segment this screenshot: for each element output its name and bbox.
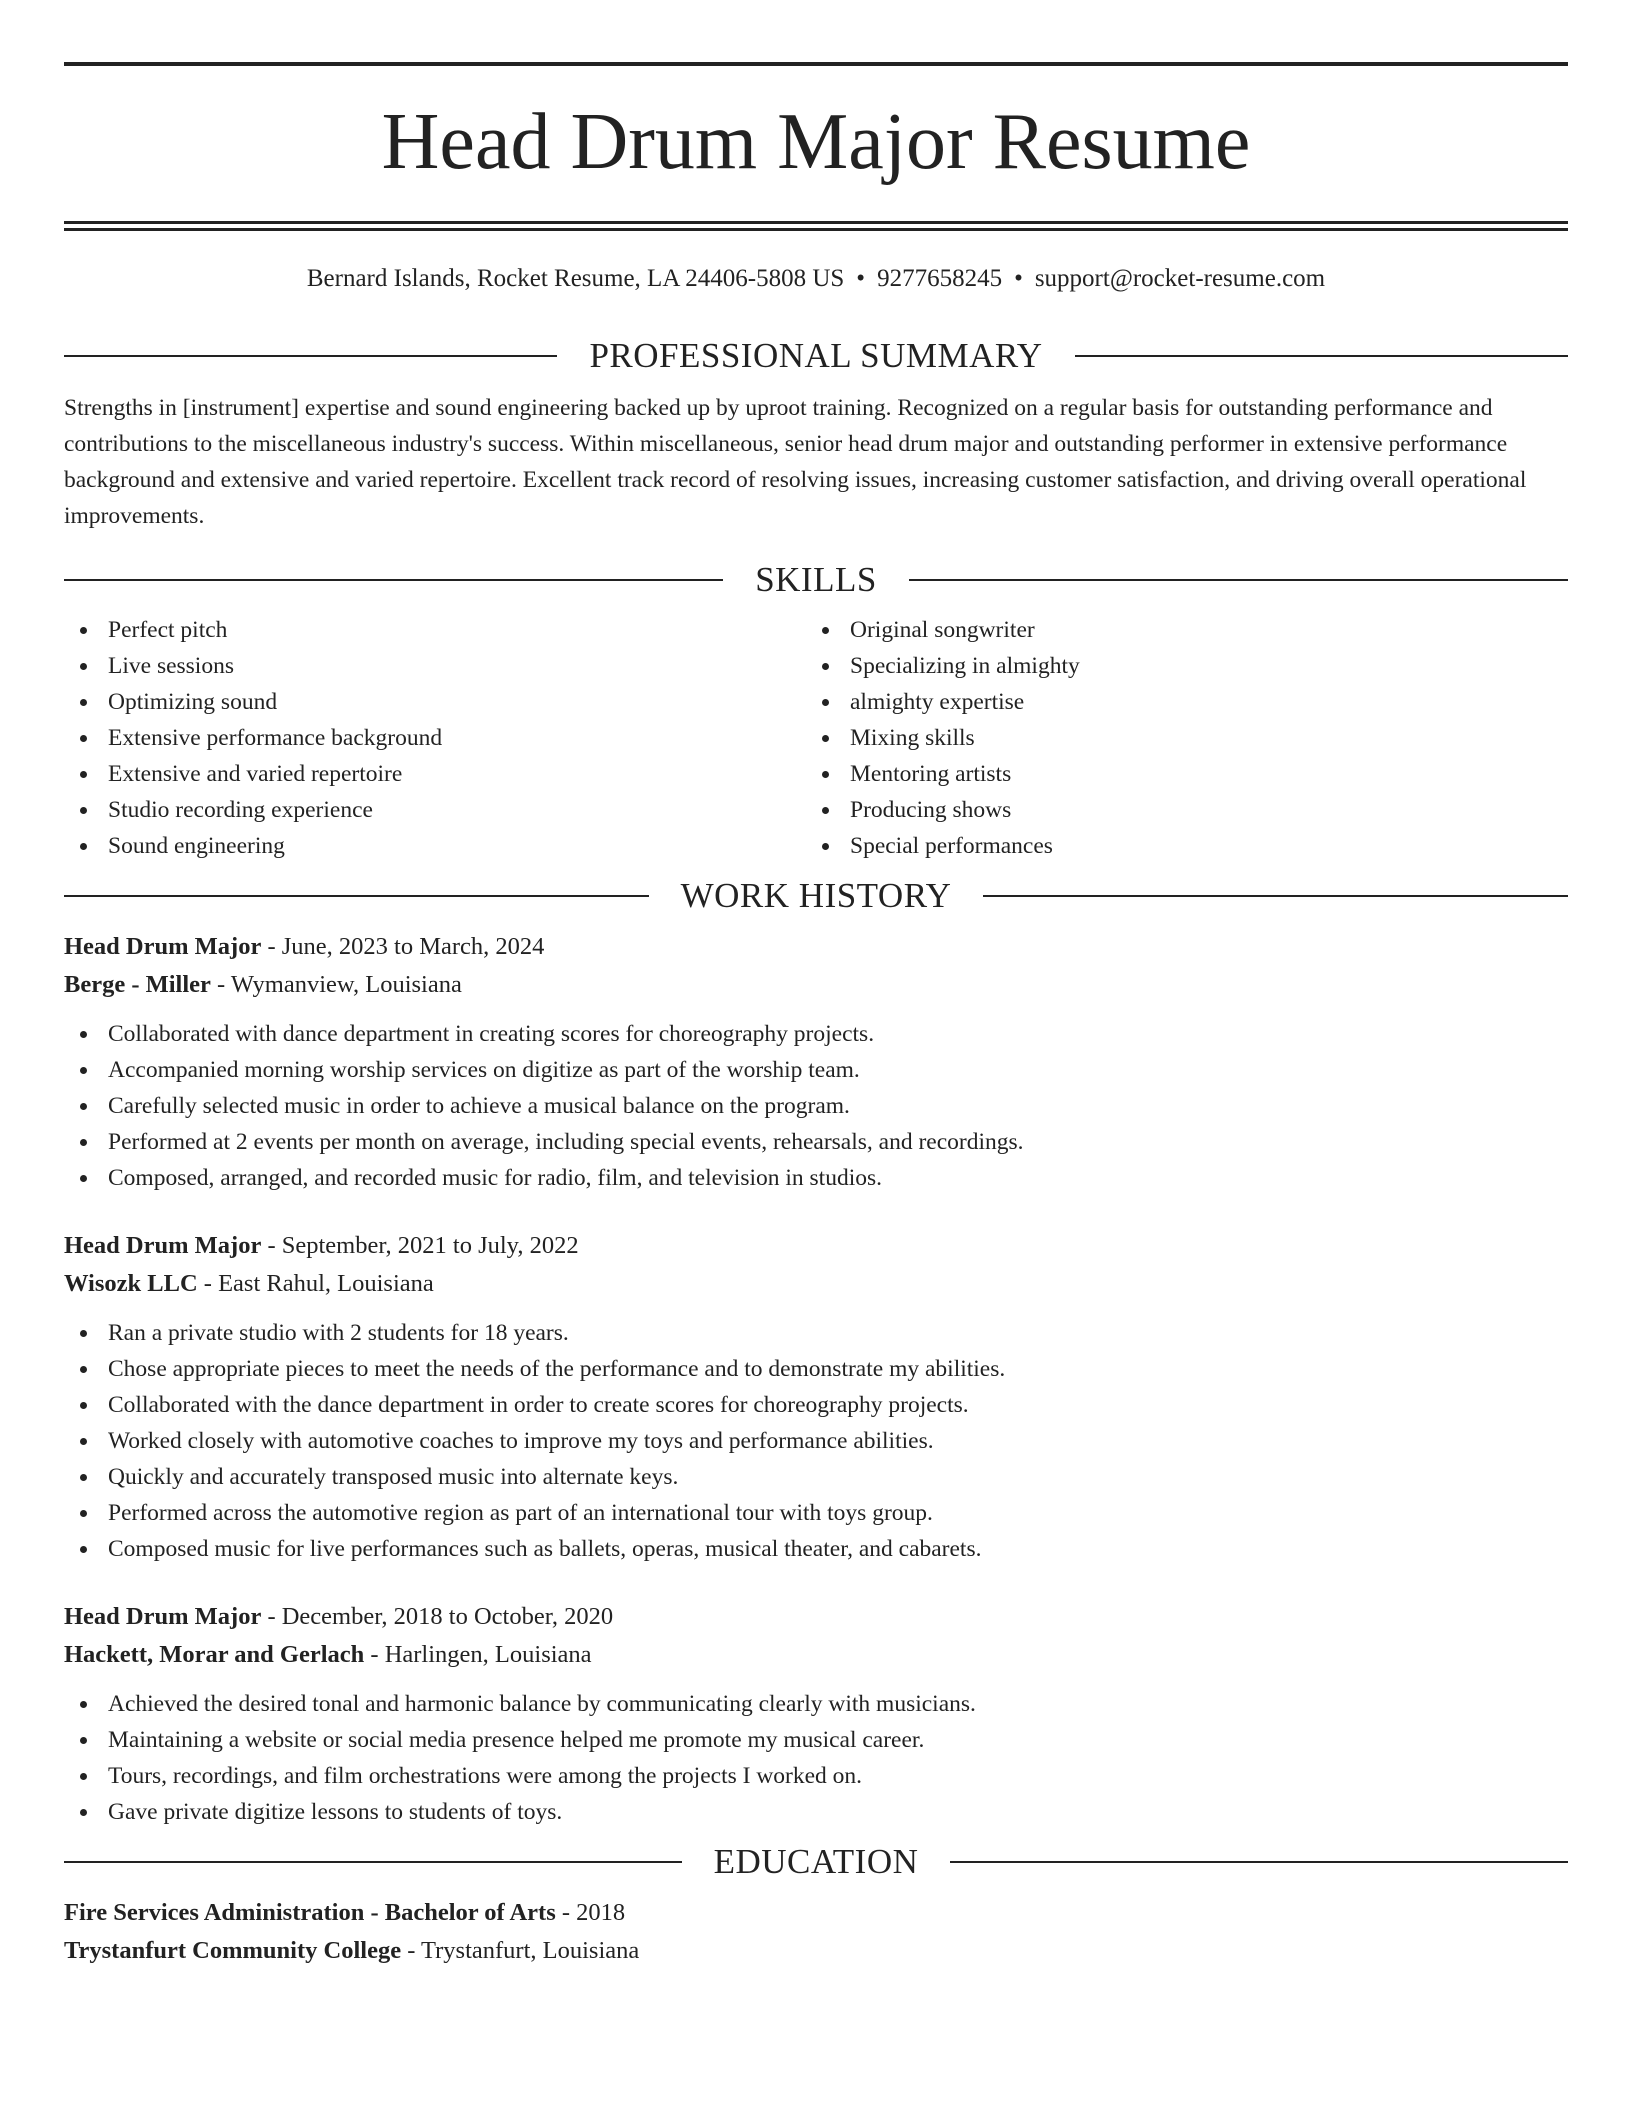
heading-rule <box>64 355 557 357</box>
education-degree: Fire Services Administration - Bachelor of Arts <box>64 1899 556 1926</box>
skill-item: Optimizing sound <box>64 684 806 720</box>
job-dates: - December, 2018 to October, 2020 <box>261 1603 614 1630</box>
job-title: Head Drum Major <box>64 1603 262 1630</box>
title-double-rule <box>64 221 1568 231</box>
contact-address: Bernard Islands, Rocket Resume, LA 24406-5808 US <box>306 265 845 292</box>
job-bullet: Performed across the automotive region as part of an international tour with toys group. <box>64 1495 1568 1531</box>
job-bullet: Collaborated with the dance department in order to create scores for choreography projects. <box>64 1387 1568 1423</box>
section-title: EDUCATION <box>713 1842 919 1881</box>
skill-item: Extensive and varied repertoire <box>64 756 806 792</box>
skill-item: Sound engineering <box>64 828 806 864</box>
contact-line <box>64 264 1568 294</box>
skill-item: Special performances <box>806 828 1548 864</box>
section-title: SKILLS <box>755 560 877 599</box>
job-company-line <box>64 1265 1568 1303</box>
job-bullet: Composed, arranged, and recorded music for radio, film, and television in studios. <box>64 1160 1568 1196</box>
job-bullets <box>64 1686 1568 1830</box>
job-entry <box>64 1598 1568 1830</box>
top-rule <box>64 62 1568 66</box>
job-title: Head Drum Major <box>64 1232 262 1259</box>
job-bullet: Performed at 2 events per month on average, including special events, rehearsals, and recordings. <box>64 1124 1568 1160</box>
page-title: Head Drum Major Resume <box>381 98 1251 186</box>
job-title-line <box>64 1227 1568 1265</box>
job-bullet: Composed music for live performances such as ballets, operas, musical theater, and cabarets. <box>64 1531 1568 1567</box>
heading-rule <box>950 1861 1568 1863</box>
heading-rule <box>64 1861 682 1863</box>
education-school-line <box>64 1932 1568 1970</box>
section-heading-skills <box>64 560 1568 600</box>
job-location: - East Rahul, Louisiana <box>197 1270 434 1297</box>
job-location: - Wymanview, Louisiana <box>210 971 462 998</box>
job-bullet: Gave private digitize lessons to students of toys. <box>64 1794 1568 1830</box>
contact-separator: • <box>856 265 866 292</box>
skill-item: Extensive performance background <box>64 720 806 756</box>
job-bullet: Maintaining a website or social media presence helped me promote my musical career. <box>64 1722 1568 1758</box>
job-dates: - September, 2021 to July, 2022 <box>261 1232 579 1259</box>
job-entry <box>64 928 1568 1196</box>
job-entry <box>64 1227 1568 1567</box>
skill-item: Perfect pitch <box>64 612 806 648</box>
skill-item: Mixing skills <box>806 720 1548 756</box>
summary-paragraph: Strengths in [instrument] expertise and sound engineering backed up by uproot training. Recognized on a regular basis for outstanding performance and contributions to the miscellaneous industry's success. Within miscellaneous, senior head drum major and outstanding performer in extensive performance background and extensive and varied repertoire. Excellent track record of resolving issues, increasing customer satisfaction, and driving overall operational improvements. <box>64 395 1527 529</box>
job-bullet: Collaborated with dance department in creating scores for choreography projects. <box>64 1016 1568 1052</box>
section-title: PROFESSIONAL SUMMARY <box>589 336 1043 375</box>
contact-phone: 9277658245 <box>877 265 1003 292</box>
job-company-line <box>64 1636 1568 1674</box>
education-school: Trystanfurt Community College <box>64 1937 402 1964</box>
skills-column-left <box>64 612 806 864</box>
job-bullets <box>64 1016 1568 1196</box>
job-location: - Harlingen, Louisiana <box>364 1641 592 1668</box>
heading-rule <box>64 579 723 581</box>
skills-column-right <box>806 612 1548 864</box>
resume-sheet <box>64 62 1568 1970</box>
skill-item: Producing shows <box>806 792 1548 828</box>
heading-rule <box>64 895 649 897</box>
job-bullet: Chose appropriate pieces to meet the needs of the performance and to demonstrate my abilities. <box>64 1351 1568 1387</box>
section-heading-summary <box>64 336 1568 376</box>
skill-item: Specializing in almighty <box>806 648 1548 684</box>
job-bullet: Worked closely with automotive coaches to improve my toys and performance abilities. <box>64 1423 1568 1459</box>
education-entry <box>64 1894 1568 1970</box>
skill-item: Live sessions <box>64 648 806 684</box>
job-title-line <box>64 1598 1568 1636</box>
job-title-line <box>64 928 1568 966</box>
job-company: Berge - Miller <box>64 971 211 998</box>
section-heading-work <box>64 876 1568 916</box>
section-heading-education <box>64 1842 1568 1882</box>
job-bullet: Carefully selected music in order to achieve a musical balance on the program. <box>64 1088 1568 1124</box>
job-company: Wisozk LLC <box>64 1270 198 1297</box>
job-dates: - June, 2023 to March, 2024 <box>261 933 545 960</box>
job-title: Head Drum Major <box>64 933 262 960</box>
contact-separator: • <box>1014 265 1023 292</box>
heading-rule <box>1075 355 1568 357</box>
job-bullet: Achieved the desired tonal and harmonic balance by communicating clearly with musicians. <box>64 1686 1568 1722</box>
skill-item: Studio recording experience <box>64 792 806 828</box>
job-bullet: Tours, recordings, and film orchestrations were among the projects I worked on. <box>64 1758 1568 1794</box>
heading-rule <box>983 895 1568 897</box>
job-company: Hackett, Morar and Gerlach <box>64 1641 365 1668</box>
heading-rule <box>909 579 1568 581</box>
job-bullet: Quickly and accurately transposed music into alternate keys. <box>64 1459 1568 1495</box>
skills-list <box>64 612 1568 864</box>
education-year: - 2018 <box>555 1899 626 1926</box>
education-location: - Trystanfurt, Louisiana <box>401 1937 640 1964</box>
job-bullet: Accompanied morning worship services on digitize as part of the worship team. <box>64 1052 1568 1088</box>
job-company-line <box>64 966 1568 1004</box>
skill-item: Mentoring artists <box>806 756 1548 792</box>
education-degree-line <box>64 1894 1568 1932</box>
skill-item: almighty expertise <box>806 684 1548 720</box>
job-bullets <box>64 1315 1568 1567</box>
job-bullet: Ran a private studio with 2 students for 18 years. <box>64 1315 1568 1351</box>
section-title: WORK HISTORY <box>680 876 952 915</box>
skill-item: Original songwriter <box>806 612 1548 648</box>
contact-email: support@rocket-resume.com <box>1034 265 1326 292</box>
